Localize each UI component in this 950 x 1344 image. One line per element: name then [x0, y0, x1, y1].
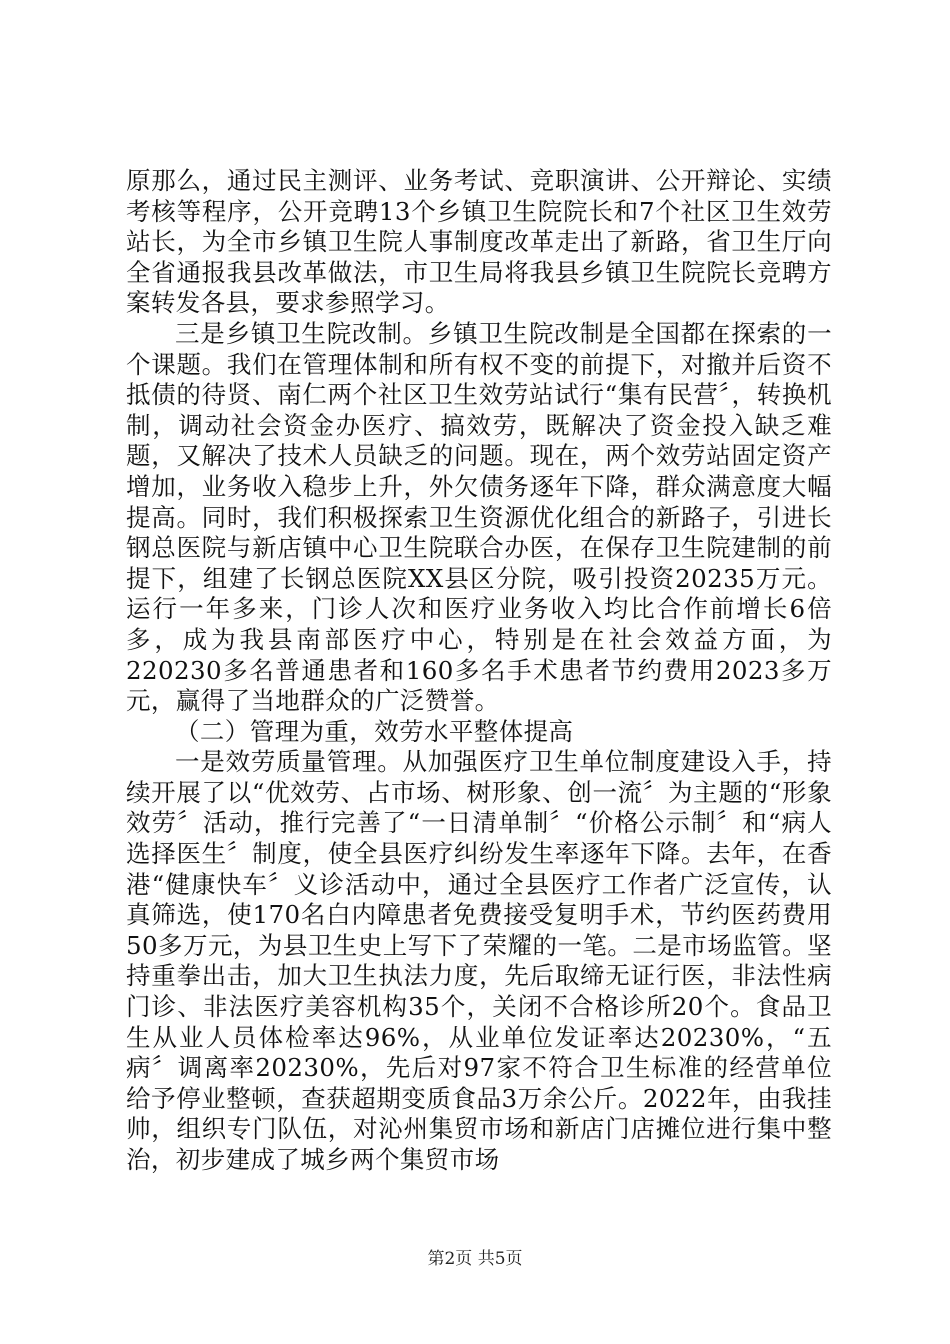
paragraph-service-quality: 一是效劳质量管理。从加强医疗卫生单位制度建设入手，持续开展了以“优效劳、占市场、树形象、创一流〞为主题的“形象效劳〞活动，推行完善了“一日清单制〞“价格公示制〞和“病人选择医生〞制度，使全县医疗纠纷发生率逐年下降。去年，在香港“健康快车〞义诊活动中，通过全县医疗工作者广泛宣传，认真筛选，使170名白内障患者免费接受复明手术，节约医药费用50多万元，为县卫生史上写下了荣耀的一笔。二是市场监管。坚持重拳出击，加大卫生执法力度，先后取缔无证行医，非法性病门诊、非法医疗美容机构35个，关闭不合格诊所20个。食品卫生从业人员体检率达96%，从业单位发证率达20230%，“五病〞调离率20230%，先后对97家不符合卫生标准的经营单位给予停业整顿，查获超期变质食品3万余公斤。2022年，由我挂帅，组织专门队伍，对沁州集贸市场和新店门店摊位进行集中整治，初步建成了城乡两个集贸市场: [126, 747, 832, 1174]
section-heading: （二）管理为重，效劳水平整体提高: [175, 716, 574, 746]
page-footer: 第2页 共5页: [427, 1249, 523, 1269]
paragraph-township-hospital-reform: 三是乡镇卫生院改制。乡镇卫生院改制是全国都在探索的一个课题。我们在管理体制和所有权不变的前提下，对撤并后资不抵债的待贤、南仁两个社区卫生效劳站试行“集有民营〞，转换机制，调动社会资金办医疗、搞效劳，既解决了资金投入缺乏难题，又解决了技术人员缺乏的问题。现在，两个效劳站固定资产增加，业务收入稳步上升，外欠债务逐年下降，群众满意度大幅提高。同时，我们积极探索卫生资源优化组合的新路子，引进长钢总医院与新店镇中心卫生院联合办医，在保存卫生院建制的前提下，组建了长钢总医院XX县区分院，吸引投资20235万元。运行一年多来，门诊人次和医疗业务收入均比合作前增长6倍多，成为我县南部医疗中心，特别是在社会效益方面，为220230多名普通患者和160多名手术患者节约费用2023多万元，赢得了当地群众的广泛赞誉。: [126, 318, 832, 716]
paragraph-continuation: 原那么，通过民主测评、业务考试、竞职演讲、公开辩论、实绩考核等程序，公开竞聘13个乡镇卫生院院长和7个社区卫生效劳站长，为全市乡镇卫生院人事制度改革走出了新路，省卫生厅向全省通报我县改革做法，市卫生局将我县乡镇卫生院院长竞聘方案转发各县，要求参照学习。: [126, 166, 832, 318]
document-body: [126, 166, 832, 1176]
